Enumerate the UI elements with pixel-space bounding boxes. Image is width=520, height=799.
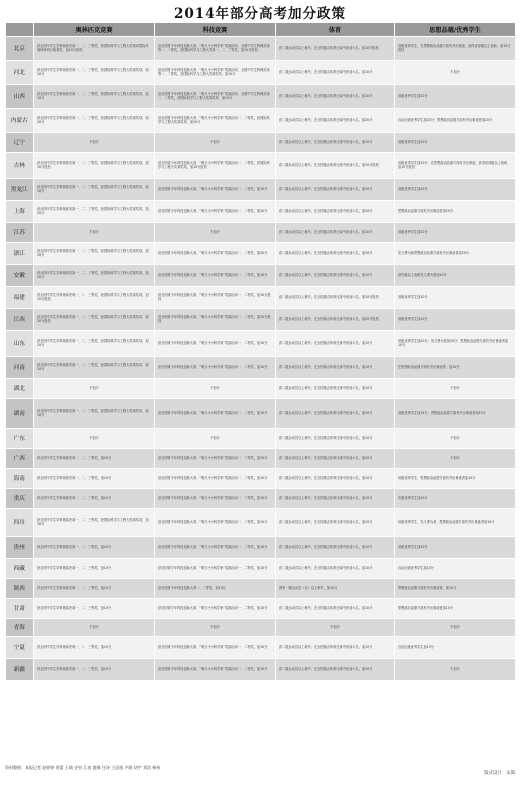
table-row: [6, 659, 516, 681]
province-cell: 广西: [6, 449, 34, 469]
table-row: [6, 133, 516, 153]
table-row: [6, 469, 516, 489]
province-cell: 青海: [6, 619, 34, 637]
sport-cell: 获二级运动员以上称号，在全国重点体育比赛中获前六名，加10分: [276, 489, 395, 509]
table-row: [6, 201, 516, 223]
province-cell: 吉林: [6, 153, 34, 179]
olympic-cell: 获全国中学生学科奥赛决赛一、二、三等奖，获国际科学与工程大奖赛奖项，加20分: [34, 243, 155, 265]
tech-cell: 获全国青少年科技创新大赛、“明天小小科学家”奖励活动一、二等奖，加10分投档: [155, 287, 276, 309]
table-row: [6, 153, 516, 179]
tech-cell: 获全国青少年科技创新大赛、“明天小小科学家”奖励活动一、二等奖，加10分: [155, 265, 276, 287]
moral-cell: 省级优秀学生加10分: [395, 133, 516, 153]
sport-cell: 获二级运动员以上称号，在全国重点体育比赛中获前六名，加10分投档: [276, 37, 395, 61]
moral-cell: 省级优秀学生加10分: [395, 537, 516, 559]
province-cell: 新疆: [6, 659, 34, 681]
tech-cell: 获全国青少年科技创新大赛、“明天小小科学家”奖励活动一、二等奖，加10分: [155, 399, 276, 429]
tech-cell: 不加分: [155, 133, 276, 153]
header-sport: 体育: [276, 23, 395, 37]
province-cell: 北京: [6, 37, 34, 61]
moral-cell: 不加分: [395, 619, 516, 637]
olympic-cell: 获全国中学生学科奥赛决赛一、二、三等奖，获国际科学与工程大奖赛或国际环境科研项目奥赛奖，加10分投档: [34, 37, 155, 61]
olympic-cell: 获全国中学生学科奥赛决赛一、二、三等奖，获国际科学与工程大奖赛奖项，加10分: [34, 179, 155, 201]
tech-cell: 获全国青少年科技创新大赛、“明天小小科学家”奖励活动一、二等奖，获国际科学与工程大奖赛奖项，加20分: [155, 109, 276, 133]
table-row: [6, 109, 516, 133]
sport-cell: 获二级运动员以上称号，在全国重点体育比赛中获前六名，加10分: [276, 85, 395, 109]
olympic-cell: 获全国中学生学科奥赛决赛一、二、三等奖，加20分: [34, 449, 155, 469]
table-row: [6, 243, 516, 265]
tech-cell: 获全国青少年科技创新大赛、“明天小小科学家”奖励活动一、二等奖，加10分: [155, 537, 276, 559]
moral-cell: 不加分: [395, 379, 516, 399]
table-row: [6, 85, 516, 109]
header-province: [6, 23, 34, 37]
moral-cell: 自治区级优秀学生加10分: [395, 559, 516, 579]
moral-cell: 省级优秀学生、思想政治品德方面有突出事迹者加10分: [395, 469, 516, 489]
sport-cell: 获二级运动员以上称号，在全国重点体育比赛中获前六名，加10分: [276, 469, 395, 489]
tech-cell: 获全国青少年科技创新大赛、“明天小小科学家”奖励活动一、二等奖，加10分: [155, 469, 276, 489]
sport-cell: 获二级运动员以上称号，在全国重点体育比赛中获前六名，加20分: [276, 201, 395, 223]
tech-cell: 获全国青少年科技创新大赛、“明天小小科学家”奖励活动、全国中学生物理竞赛等一、二等奖，获国际科学与工程大奖赛一、二、三等奖，加10分投档: [155, 37, 276, 61]
table-row: [6, 331, 516, 357]
sport-cell: 不加分: [276, 619, 395, 637]
olympic-cell: 获全国中学生学科奥赛决赛一、二、三等奖，获国际科学与工程大奖赛奖项，加10分: [34, 509, 155, 537]
province-cell: 海南: [6, 469, 34, 489]
moral-cell: 在思想政治品德方面有突出事迹者，加10分: [395, 357, 516, 379]
olympic-cell: 获全国中学生学科奥赛决赛一、二、三等奖，加10分: [34, 659, 155, 681]
sport-cell: 获二级运动员以上称号，在全国重点体育比赛中获前六名，加10分: [276, 509, 395, 537]
olympic-cell: 获全国中学生学科奥赛决赛一、二、三等奖，获国际科学与工程大奖赛奖项，加10分: [34, 61, 155, 85]
table-row: [6, 379, 516, 399]
tech-cell: 获全国青少年科技创新大赛、“明天小小科学家”奖励活动一、二等奖，加20分: [155, 243, 276, 265]
olympic-cell: 获全国中学生学科奥赛决赛一、二、三等奖，获国际科学与工程大奖赛奖项，加10分: [34, 331, 155, 357]
page-title: 2014年部分高考加分政策: [173, 6, 347, 22]
moral-cell: 见义勇为和思想政治品德方面有突出事迹者加20分: [395, 243, 516, 265]
sport-cell: 获二级运动员以上称号，在全国重点体育比赛中获前六名，加10分: [276, 637, 395, 659]
moral-cell: 不加分: [395, 659, 516, 681]
tech-cell: 获全国青少年科技创新大赛、“明天小小科学家”奖励活动一、二等奖，加10分: [155, 509, 276, 537]
table-row: [6, 579, 516, 599]
olympic-cell: 不加分: [34, 619, 155, 637]
province-cell: 河南: [6, 357, 34, 379]
header-tech: 科技竞赛: [155, 23, 276, 37]
olympic-cell: 获全国中学生学科奥赛决赛一、二、三等奖，加10分: [34, 489, 155, 509]
olympic-cell: 不加分: [34, 133, 155, 153]
moral-cell: 自治区级优秀学生加20分；思想政治品德方面有突出事迹者加20分: [395, 109, 516, 133]
table-row: [6, 399, 516, 429]
sport-cell: 获二级运动员以上称号，在全国重点体育比赛中获前六名，加10分: [276, 599, 395, 619]
province-cell: 辽宁: [6, 133, 34, 153]
sport-cell: 获二级运动员以上称号，在全国重点体育比赛中获前六名，加20分: [276, 109, 395, 133]
olympic-cell: 获全国中学生学科奥赛决赛一、二、三等奖，获国际科学与工程大奖赛奖项，加10分: [34, 265, 155, 287]
tech-cell: 获全国青少年科技创新大赛、“明天小小科学家”奖励活动一、二等奖，加10分: [155, 489, 276, 509]
table-row: [6, 637, 516, 659]
sport-cell: 获二级运动员以上称号，在全国重点体育比赛中获前六名，加10分: [276, 429, 395, 449]
olympic-cell: 不加分: [34, 223, 155, 243]
sport-cell: 获二级运动员以上称号，在全国重点体育比赛中获前六名，加10分投档: [276, 287, 395, 309]
province-cell: 贵州: [6, 537, 34, 559]
moral-cell: 不加分: [395, 429, 516, 449]
province-cell: 山东: [6, 331, 34, 357]
sport-cell: 获二级运动员以上称号，在全国重点体育比赛中获前六名，加10分: [276, 223, 395, 243]
olympic-cell: 获全国中学生学科奥赛决赛一、二、三等奖，加10分: [34, 537, 155, 559]
moral-cell: 省级优秀学生加10分: [395, 287, 516, 309]
footer-sources: 资料整理：本报记者 赵婷婷 裴蕾 王婧 史钊 江南 鹿黎 任泽 王思逸 卢晓 胡宇 刘浩 杨伟: [5, 765, 161, 770]
table-header-row: [6, 23, 516, 37]
table-row: [6, 489, 516, 509]
province-cell: 湖南: [6, 399, 34, 429]
table-row: [6, 559, 516, 579]
olympic-cell: 获全国中学生学科奥赛决赛一、二、三等奖，加10分: [34, 469, 155, 489]
sport-cell: 获二级运动员以上称号，在全国重点体育比赛中获前六名，加10分: [276, 179, 395, 201]
sport-cell: 获二级运动员以上称号，在全国重点体育比赛中获前六名，加10分: [276, 559, 395, 579]
sport-cell: 获二级运动员以上称号，在全国重点体育比赛中获前六名，加10分: [276, 133, 395, 153]
header-olympic: 奥林匹克竞赛: [34, 23, 155, 37]
sport-cell: 获二级运动员以上称号，在全国重点体育比赛中获前六名，加20分: [276, 243, 395, 265]
olympic-cell: 获全国中学生学科奥赛决赛一、二、三等奖，加10分: [34, 599, 155, 619]
table-row: [6, 357, 516, 379]
olympic-cell: 不加分: [34, 379, 155, 399]
table-row: [6, 619, 516, 637]
province-cell: 西藏: [6, 559, 34, 579]
table-row: [6, 309, 516, 331]
moral-cell: 获市级以上表彰见义勇为者加10分: [395, 265, 516, 287]
province-cell: 江西: [6, 309, 34, 331]
tech-cell: 获全国青少年科技创新大赛、“明天小小科学家”奖励活动、全国中学生物理竞赛等一、二等奖，获国际科学与工程大奖赛奖项，加10分: [155, 61, 276, 85]
moral-cell: 省级优秀学生加20分；见义勇为者加20分；思想政治品德方面有突出事迹者加10分: [395, 331, 516, 357]
header-moral: 思想品德/优秀学生: [395, 23, 516, 37]
moral-cell: 不加分: [395, 61, 516, 85]
sport-cell: 获二级运动员以上称号，在全国重点体育比赛中获前六名，加10分: [276, 379, 395, 399]
province-cell: 四川: [6, 509, 34, 537]
policy-table: [5, 22, 516, 681]
footer: [5, 765, 515, 776]
table-row: [6, 265, 516, 287]
moral-cell: 思想政治品德方面有突出事迹者，加10分: [395, 579, 516, 599]
olympic-cell: 获全国中学生学科奥赛决赛一、二、三等奖，加10分: [34, 637, 155, 659]
table-row: [6, 223, 516, 243]
footer-design: 版式设计：宋嵩: [484, 771, 515, 776]
province-cell: 陕西: [6, 579, 34, 599]
tech-cell: 不加分: [155, 619, 276, 637]
moral-cell: 不加分: [395, 449, 516, 469]
province-cell: 黑龙江: [6, 179, 34, 201]
sport-cell: 国家一级运动员（含）以上称号，加10分: [276, 579, 395, 599]
moral-cell: 省级优秀学生，在思想政治品德方面有突出事迹，获得省部级以上表彰，加10分投档: [395, 37, 516, 61]
table-row: [6, 599, 516, 619]
olympic-cell: 获全国中学生学科奥赛决赛一、二、三等奖，获国际科学与工程大奖赛奖项，加10分: [34, 399, 155, 429]
olympic-cell: 获全国中学生学科奥赛决赛一、二、三等奖，获国际科学与工程大奖赛奖项，加20分投档: [34, 309, 155, 331]
sport-cell: 获二级运动员以上称号，在全国重点体育比赛中获前六名，加10分: [276, 357, 395, 379]
table-row: [6, 449, 516, 469]
moral-cell: 思想政治品德方面有突出事迹者加20分: [395, 201, 516, 223]
province-cell: 河北: [6, 61, 34, 85]
olympic-cell: 获全国中学生学科奥赛决赛一、二、三等奖，获国际科学与工程大奖赛奖项，加20分: [34, 201, 155, 223]
tech-cell: 不加分: [155, 223, 276, 243]
olympic-cell: 获全国中学生学科奥赛决赛一、二、三等奖，获国际科学与工程大奖赛奖项，加10分: [34, 85, 155, 109]
province-cell: 福建: [6, 287, 34, 309]
tech-cell: 获全国青少年科技创新大赛一、二等奖，加10分: [155, 579, 276, 599]
province-cell: 安徽: [6, 265, 34, 287]
sport-cell: 获二级运动员以上称号，在全国重点体育比赛中获前六名，加20分: [276, 449, 395, 469]
sport-cell: 获二级运动员以上称号，在全国重点体育比赛中获前六名，加10分: [276, 537, 395, 559]
table-body: [6, 37, 516, 681]
province-cell: 江苏: [6, 223, 34, 243]
moral-cell: 省级优秀学生加15分；思想政治品德方面有突出事迹者加15分: [395, 399, 516, 429]
province-cell: 浙江: [6, 243, 34, 265]
moral-cell: 省级优秀学生加10分: [395, 309, 516, 331]
olympic-cell: 获全国中学生学科奥赛决赛一、二、三等奖，加10分: [34, 579, 155, 599]
sport-cell: 获二级运动员以上称号，在全国重点体育比赛中获前六名，加10分: [276, 265, 395, 287]
moral-cell: 省级优秀学生加10分: [395, 85, 516, 109]
tech-cell: 获全国青少年科技创新大赛、“明天小小科学家”奖励活动一、二等奖，获国际科学与工程大奖赛奖项，加10分投档: [155, 153, 276, 179]
moral-cell: 自治区级优秀学生加10分: [395, 637, 516, 659]
table-row: [6, 537, 516, 559]
sport-cell: 获二级运动员以上称号，在全国重点体育比赛中获前六名，加10分: [276, 331, 395, 357]
moral-cell: 省级优秀学生加10分；在思想政治品德方面有突出事迹，获得省部级以上表彰，加10分投档: [395, 153, 516, 179]
province-cell: 甘肃: [6, 599, 34, 619]
tech-cell: 获全国青少年科技创新大赛、“明天小小科学家”奖励活动一、二等奖，加10分: [155, 357, 276, 379]
moral-cell: 市级优秀学生加10分: [395, 489, 516, 509]
tech-cell: 获全国青少年科技创新大赛、“明天小小科学家”奖励活动一、二等奖，加20分投档: [155, 309, 276, 331]
moral-cell: 思想政治品德方面有突出事迹者加10分: [395, 599, 516, 619]
sport-cell: 获二级运动员以上称号，在全国重点体育比赛中获前六名，加10分: [276, 399, 395, 429]
tech-cell: 获全国青少年科技创新大赛、“明天小小科学家”奖励活动一、二等奖，加10分: [155, 659, 276, 681]
tech-cell: 不加分: [155, 379, 276, 399]
tech-cell: 获全国青少年科技创新大赛、“明天小小科学家”奖励活动一、二等奖，加10分: [155, 637, 276, 659]
olympic-cell: 获全国中学生学科奥赛决赛一、二、三等奖，获国际科学与工程大奖赛奖项，加10分投档: [34, 153, 155, 179]
tech-cell: 获全国青少年科技创新大赛、“明天小小科学家”奖励活动一、二等奖，加10分: [155, 599, 276, 619]
olympic-cell: 不加分: [34, 429, 155, 449]
tech-cell: 获全国青少年科技创新大赛、“明天小小科学家”奖励活动、全国中学生物理竞赛一、二等奖，获国际科学与工程大奖赛奖项，加10分: [155, 85, 276, 109]
table-row: [6, 509, 516, 537]
table-row: [6, 179, 516, 201]
table-row: [6, 61, 516, 85]
tech-cell: 不加分: [155, 429, 276, 449]
tech-cell: 获全国青少年科技创新大赛、“明天小小科学家”奖励活动一、二等奖，加20分: [155, 449, 276, 469]
province-cell: 重庆: [6, 489, 34, 509]
olympic-cell: 获全国中学生学科奥赛决赛一、二、三等奖，获国际科学与工程大奖赛奖项，加20分: [34, 109, 155, 133]
sport-cell: 获二级运动员以上称号，在全国重点体育比赛中获前六名，加20分投档: [276, 309, 395, 331]
tech-cell: 获全国青少年科技创新大赛、“明天小小科学家”奖励活动一、二等奖，加10分: [155, 559, 276, 579]
province-cell: 宁夏: [6, 637, 34, 659]
tech-cell: 获全国青少年科技创新大赛、“明天小小科学家”奖励活动一、二等奖，加20分: [155, 201, 276, 223]
olympic-cell: 获全国中学生学科奥赛决赛一、二、三等奖，获国际科学与工程大奖赛奖项，加10分: [34, 357, 155, 379]
table-row: [6, 37, 516, 61]
province-cell: 内蒙古: [6, 109, 34, 133]
province-cell: 广东: [6, 429, 34, 449]
province-cell: 湖北: [6, 379, 34, 399]
tech-cell: 获全国青少年科技创新大赛、“明天小小科学家”奖励活动一、二等奖，加10分: [155, 331, 276, 357]
moral-cell: 省级优秀学生、见义勇为者、思想政治品德方面有突出事迹者加10分: [395, 509, 516, 537]
sport-cell: 获二级运动员以上称号，在全国重点体育比赛中获前六名，加10分投档: [276, 153, 395, 179]
olympic-cell: 获全国中学生学科奥赛决赛一、二、三等奖，获国际科学与工程大奖赛奖项，加10分投档: [34, 287, 155, 309]
province-cell: 上海: [6, 201, 34, 223]
table-row: [6, 429, 516, 449]
tech-cell: 获全国青少年科技创新大赛、“明天小小科学家”奖励活动一、二等奖，加10分: [155, 179, 276, 201]
moral-cell: 省级优秀学生加10分: [395, 179, 516, 201]
table-row: [6, 287, 516, 309]
sport-cell: 获二级运动员以上称号，在全国重点体育比赛中获前六名，加10分: [276, 659, 395, 681]
olympic-cell: 获全国中学生学科奥赛决赛一、二、三等奖，加10分: [34, 559, 155, 579]
sport-cell: 获二级运动员以上称号，在全国重点体育比赛中获前六名，加10分: [276, 61, 395, 85]
moral-cell: 省级优秀学生加10分: [395, 223, 516, 243]
province-cell: 山西: [6, 85, 34, 109]
